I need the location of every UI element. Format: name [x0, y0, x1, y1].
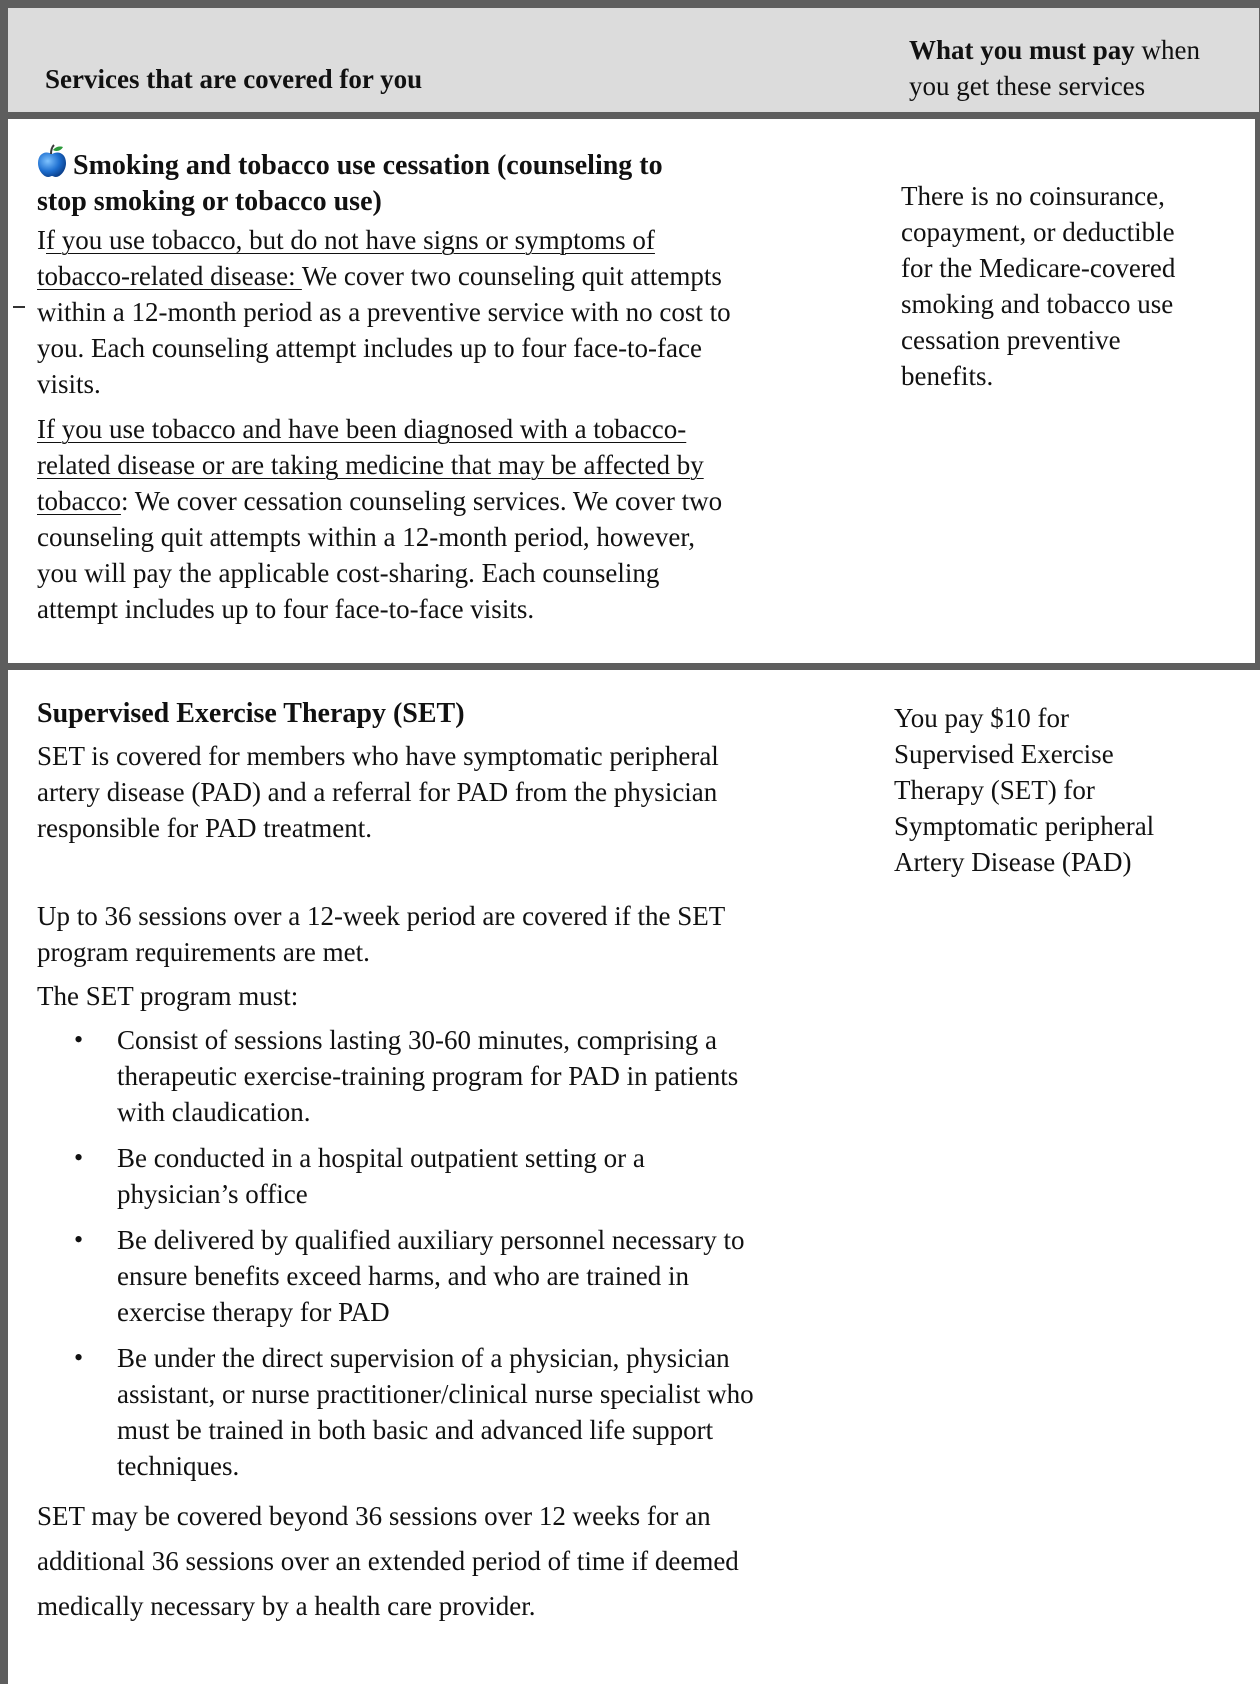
set-payment-cell	[894, 700, 1254, 880]
set-beyond-line: medically necessary by a health care provider.	[37, 1591, 536, 1621]
smoking-title-line1: Smoking and tobacco use cessation (counseling to	[73, 150, 663, 181]
set-title: Supervised Exercise Therapy (SET)	[37, 698, 465, 729]
smoking-pay-line: cessation preventive	[901, 325, 1121, 355]
p1-text-a: We cover two counseling quit attempts	[301, 261, 722, 291]
list-item	[37, 1340, 887, 1484]
header-payment-line2: you get these services	[909, 71, 1146, 101]
margin-mark	[13, 306, 25, 308]
smoking-pay-line: copayment, or deductible	[901, 217, 1175, 247]
set-must: The SET program must:	[37, 981, 299, 1011]
set-intro-line: artery disease (PAD) and a referral for PAD from the physician	[37, 777, 718, 807]
set-beyond-line: additional 36 sessions over an extended period of time if deemed	[37, 1546, 739, 1576]
bullet-line: must be trained in both basic and advanced life support	[117, 1415, 714, 1445]
bullet-line: Be delivered by qualified auxiliary personnel necessary to	[117, 1225, 745, 1255]
list-item	[37, 1140, 887, 1212]
p2-underlined-b: related disease or are taking medicine that may be affected by	[37, 450, 704, 480]
bullet-icon: •	[74, 1225, 84, 1254]
set-service-cell	[37, 696, 887, 1629]
set-beyond	[37, 1494, 887, 1629]
p2-text-d: attempt includes up to four face-to-face visits.	[37, 594, 535, 624]
bullet-line: Be conducted in a hospital outpatient setting or a	[117, 1143, 645, 1173]
smoking-title-line2: stop smoking or tobacco use)	[37, 186, 382, 217]
p2-text-c: you will pay the applicable cost-sharing. Each counseling	[37, 558, 660, 588]
set-beyond-line: SET may be covered beyond 36 sessions over 12 weeks for an	[37, 1501, 711, 1531]
header-payment-bold: What you must pay	[909, 35, 1135, 65]
smoking-paragraph-2	[37, 411, 877, 627]
bullet-line: assistant, or nurse practitioner/clinical nurse specialist who	[117, 1379, 754, 1409]
bullet-line: Be under the direct supervision of a physician, physician	[117, 1343, 730, 1373]
bullet-line: therapeutic exercise-training program for PAD in patients	[117, 1061, 739, 1091]
p2-underlined-a: If you use tobacco and have been diagnosed with a tobacco-	[37, 414, 687, 444]
set-pay-line: Artery Disease (PAD)	[894, 847, 1132, 877]
header-services: Services that are covered for you	[45, 64, 423, 94]
set-pay-line: Symptomatic peripheral	[894, 811, 1155, 841]
table-border-left	[0, 0, 8, 1684]
set-pay-line: Supervised Exercise	[894, 739, 1114, 769]
bullet-line: techniques.	[117, 1451, 240, 1481]
set-sessions-line: program requirements are met.	[37, 937, 370, 967]
p2-text-b: counseling quit attempts within a 12-month period, however,	[37, 522, 696, 552]
p1-text-b: within a 12-month period as a preventive service with no cost to	[37, 297, 731, 327]
row-divider	[0, 663, 1260, 670]
header-payment-when: when	[1134, 35, 1201, 65]
bullet-icon: •	[74, 1025, 84, 1054]
set-pay-line: You pay $10 for	[894, 703, 1070, 733]
smoking-service-cell	[37, 144, 877, 627]
p2-text-a: : We cover cessation counseling services. We cover two	[120, 486, 723, 516]
p1-first-letter: I	[37, 225, 46, 255]
set-pay-line: Therapy (SET) for	[894, 775, 1095, 805]
set-intro-line: SET is covered for members who have symptomatic peripheral	[37, 741, 719, 771]
smoking-pay-line: benefits.	[901, 361, 994, 391]
smoking-paragraph-1	[37, 222, 877, 402]
bullet-line: Consist of sessions lasting 30-60 minutes, comprising a	[117, 1025, 717, 1055]
p1-underlined-b: tobacco-related disease:	[37, 261, 302, 291]
set-intro	[37, 738, 887, 846]
smoking-title	[37, 144, 877, 220]
bullet-line: exercise therapy for PAD	[117, 1297, 390, 1327]
p1-underlined-a: f you use tobacco, but do not have signs or symptoms of	[46, 225, 655, 255]
p1-text-d: visits.	[37, 369, 101, 399]
set-sessions	[37, 898, 887, 970]
bullet-icon: •	[74, 1143, 84, 1172]
p2-underlined-c: tobacco	[37, 486, 121, 516]
bullet-line: ensure benefits exceed harms, and who are trained in	[117, 1261, 690, 1291]
set-intro-line: responsible for PAD treatment.	[37, 813, 372, 843]
bullet-icon: •	[74, 1343, 84, 1372]
header-payment	[909, 32, 1259, 104]
p1-text-c: you. Each counseling attempt includes up to four face-to-face	[37, 333, 702, 363]
bullet-line: with claudication.	[117, 1097, 311, 1127]
list-item	[37, 1022, 887, 1130]
header-divider	[0, 112, 1260, 119]
table-header	[8, 8, 1259, 112]
set-sessions-line: Up to 36 sessions over a 12-week period are covered if the SET	[37, 901, 726, 931]
table-border-top	[0, 0, 1260, 8]
bullet-line: physician’s office	[117, 1179, 308, 1209]
smoking-pay-line: There is no coinsurance,	[901, 181, 1165, 211]
apple-icon	[37, 144, 67, 178]
smoking-pay-line: smoking and tobacco use	[901, 289, 1174, 319]
set-requirements-list	[37, 1022, 887, 1484]
smoking-pay-line: for the Medicare-covered	[901, 253, 1176, 283]
smoking-payment-cell	[901, 178, 1251, 394]
list-item	[37, 1222, 887, 1330]
